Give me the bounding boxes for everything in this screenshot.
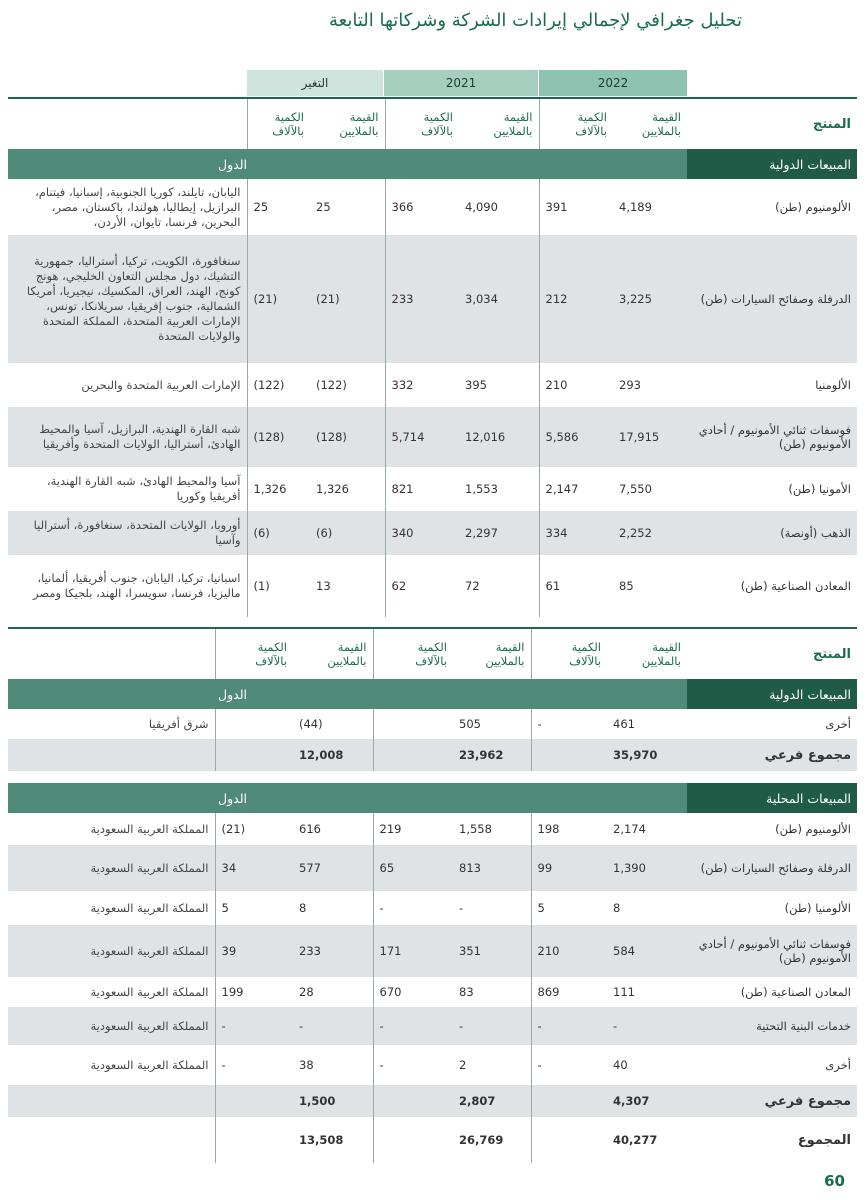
section-header-row (8, 149, 857, 179)
qty-2022: 869 (531, 977, 607, 1007)
table-row (8, 511, 857, 555)
qty-change: (128) (247, 407, 310, 467)
product-name: الذهب (أونصة) (687, 511, 857, 555)
change-header: التغير (247, 70, 383, 96)
column-header: الكمية بالآلاف (531, 628, 607, 679)
qty-2022: 210 (539, 363, 613, 407)
subtotal-label: مجموع فرعي (687, 1085, 857, 1117)
countries-cell: أوروبا، الولايات المتحدة، سنغافورة، أستراليا وآسيا (8, 511, 247, 555)
product-name: الأمونيا (طن) (788, 482, 851, 496)
value-2021: 12,016 (459, 407, 539, 467)
qty-2021: 332 (385, 363, 459, 407)
value-2021: 1,553 (465, 482, 498, 496)
qty-2021: - (373, 1045, 453, 1085)
value-2021: 2,297 (459, 511, 539, 555)
qty-2022: 2,147 (539, 467, 613, 511)
qty-change (215, 709, 293, 739)
countries-cell: المملكة العربية السعودية (90, 821, 209, 836)
countries-cell: الإمارات العربية المتحدة والبحرين (81, 377, 241, 392)
product-name: الدرفلة وصفائح السيارات (طن) (687, 235, 857, 363)
grand-total-change: 13,508 (299, 1133, 344, 1147)
qty-change: 25 (247, 179, 310, 235)
product-name: الألومنيوم (طن) (775, 200, 851, 214)
value-2021: 3,034 (459, 235, 539, 363)
value-2021: 83 (459, 985, 474, 999)
qty-2021: 65 (373, 845, 453, 891)
qty-2021: 171 (373, 925, 453, 977)
product-name: المعادن الصناعية (طن) (740, 579, 851, 593)
value-2022: 584 (607, 925, 687, 977)
value-change: 8 (299, 901, 307, 915)
value-2021: 505 (459, 717, 481, 731)
subtotal-2022: 4,307 (607, 1085, 687, 1117)
qty-change: - (215, 1007, 293, 1045)
value-change: (44) (299, 717, 323, 731)
qty-2022: 198 (531, 813, 607, 845)
countries-header: الدول (8, 679, 687, 709)
table-row (8, 709, 857, 739)
product-name: أخرى (825, 1058, 851, 1072)
subtotal-2021: 2,807 (453, 1085, 531, 1117)
product-name: خدمات البنية التحتية (687, 1007, 857, 1045)
value-2022: 7,550 (619, 482, 652, 496)
value-change: 577 (293, 845, 373, 891)
countries-cell: المملكة العربية السعودية (90, 1057, 209, 1072)
qty-2022: 210 (531, 925, 607, 977)
table-row (8, 1007, 857, 1045)
value-2022: 8 (613, 901, 621, 915)
qty-2022: 334 (539, 511, 613, 555)
value-change: (128) (310, 407, 385, 467)
product-column-header: المنتج (687, 98, 857, 149)
qty-change: 5 (215, 891, 293, 925)
value-2021: 1,558 (459, 822, 492, 836)
qty-change: (21) (215, 813, 293, 845)
subtotal-row (8, 739, 857, 771)
countries-header: الدول (8, 783, 687, 813)
qty-2022: - (531, 1007, 607, 1045)
subtotal-change: 12,008 (293, 739, 373, 771)
table-row (8, 407, 857, 467)
countries-cell: المملكة العربية السعودية (8, 925, 215, 977)
countries-cell: اليابان، تايلند، كوريا الجنوبية، إسبانيا، فيتنام، البرازيل، إيطاليا، هولندا، باكستان، مصر، البحرين، فرنسا، تايوان، الأردن، (35, 184, 241, 229)
value-2021: 4,090 (465, 200, 498, 214)
countries-cell: شبه القارة الهندية، البرازيل، آسيا والمحيط الهادئ، أستراليا، الولايات المتحدة وأفريقيا (8, 407, 247, 467)
section-title: المبيعات الدولية (687, 679, 857, 709)
year-2021-header: 2021 (384, 70, 538, 96)
grand-total-label: المجموع (797, 1132, 851, 1148)
qty-2021: 233 (385, 235, 459, 363)
value-2022: - (607, 1007, 687, 1045)
countries-cell: المملكة العربية السعودية (8, 1007, 215, 1045)
continued-sales-table (8, 627, 857, 1163)
product-column-header: المنتج (687, 628, 857, 679)
qty-change: 1,326 (247, 467, 310, 511)
column-header: الكمية بالآلاف (385, 98, 459, 149)
section-header-row (8, 679, 857, 709)
value-2022: 293 (619, 378, 641, 392)
value-2022: 111 (613, 985, 635, 999)
product-name: الألومنيا (815, 378, 851, 392)
qty-2021: 670 (373, 977, 453, 1007)
subtotal-2022: 35,970 (607, 739, 687, 771)
countries-cell: اسبانيا، تركيا، اليابان، جنوب أفريقيا، ألمانيا، ماليزيا، فرنسا، سويسرا، الهند، بلجيكا ومصر (33, 571, 241, 600)
value-2021: 351 (453, 925, 531, 977)
value-change: 233 (293, 925, 373, 977)
value-2021: 72 (465, 579, 480, 593)
year-2022-header: 2022 (539, 70, 687, 96)
section-title: المبيعات المحلية (687, 783, 857, 813)
product-name: أخرى (825, 717, 851, 731)
qty-2022: - (531, 709, 607, 739)
table-row (8, 1045, 857, 1085)
value-change: 25 (316, 200, 331, 214)
qty-change: (122) (247, 363, 310, 407)
qty-2021: - (373, 1007, 453, 1045)
value-2022: 40 (613, 1058, 628, 1072)
qty-2022: 212 (539, 235, 613, 363)
value-2021: 813 (453, 845, 531, 891)
qty-change: - (215, 1045, 293, 1085)
qty-2021: 5,714 (385, 407, 459, 467)
section-header-row (8, 783, 857, 813)
value-change: 13 (316, 579, 331, 593)
qty-2022: - (531, 1045, 607, 1085)
column-header: الكمية بالآلاف (373, 628, 453, 679)
qty-2022: 391 (539, 179, 613, 235)
value-2021: - (459, 901, 464, 915)
qty-2022: 5 (531, 891, 607, 925)
value-2021: 2 (459, 1058, 467, 1072)
product-name: المعادن الصناعية (طن) (740, 985, 851, 999)
product-name: الألومنيوم (طن) (775, 822, 851, 836)
countries-cell: المملكة العربية السعودية (90, 984, 209, 999)
subtotal-2021: 23,962 (453, 739, 531, 771)
qty-2021: 366 (385, 179, 459, 235)
table-row (8, 467, 857, 511)
table-row (8, 363, 857, 407)
value-change: 616 (299, 822, 321, 836)
qty-2021: 821 (385, 467, 459, 511)
countries-cell: سنغافورة، الكويت، تركيا، أستراليا، جمهورية التشيك، دول مجلس التعاون الخليجي، هونج كونج، الهند، العراق، المكسيك، نيجيريا، أمريكا الشمالية، جنوب إفريقيا، سريلانكا، تونس، الإمارات العربية المتحدة، المملكة المتحدة والولايات المتحدة (8, 235, 247, 363)
column-header: القيمة بالملايين (453, 628, 531, 679)
product-name: الدرفلة وصفائح السيارات (طن) (687, 845, 857, 891)
qty-2021: 340 (385, 511, 459, 555)
value-2022: 4,189 (619, 200, 652, 214)
value-change: 1,326 (316, 482, 349, 496)
column-header: القيمة بالملايين (607, 628, 687, 679)
qty-2021 (373, 709, 453, 739)
column-header: الكمية بالآلاف (539, 98, 613, 149)
value-change: 28 (299, 985, 314, 999)
international-sales-table (8, 97, 857, 617)
product-name: الألومنيا (طن) (784, 901, 851, 915)
column-header: الكمية بالآلاف (247, 98, 310, 149)
value-2022: 17,915 (613, 407, 687, 467)
table-row (8, 845, 857, 891)
product-name: فوسفات ثنائي الأمونيوم / أحادي الأمونيوم (طن) (687, 925, 857, 977)
value-2022: 2,252 (613, 511, 687, 555)
qty-2022: 99 (531, 845, 607, 891)
qty-change: (6) (247, 511, 310, 555)
table-header-row (8, 628, 857, 679)
value-2021: - (453, 1007, 531, 1045)
qty-2021: 62 (385, 555, 459, 617)
subtotal-change: 1,500 (293, 1085, 373, 1117)
qty-change: 34 (215, 845, 293, 891)
value-change: (122) (316, 378, 347, 392)
column-header: القيمة بالملايين (310, 98, 385, 149)
grand-total-2022: 40,277 (613, 1133, 658, 1147)
qty-2022: 61 (539, 555, 613, 617)
countries-cell: المملكة العربية السعودية (8, 845, 215, 891)
countries-cell: شرق أفريقيا (148, 716, 209, 731)
product-name: فوسفات ثنائي الأمونيوم / أحادي الأمونيوم (طن) (687, 407, 857, 467)
qty-2021: 219 (373, 813, 453, 845)
table-row (8, 891, 857, 925)
table-row (8, 813, 857, 845)
countries-cell: آسيا والمحيط الهادئ، شبه القارة الهندية، أفريقيا وكوريا (46, 474, 241, 503)
qty-2021: - (373, 891, 453, 925)
grand-total-2021: 26,769 (459, 1133, 504, 1147)
column-header: الكمية بالآلاف (215, 628, 293, 679)
value-2021: 395 (465, 378, 487, 392)
column-header: القيمة بالملايين (459, 98, 539, 149)
table-header-row (8, 98, 857, 149)
value-change: 38 (299, 1058, 314, 1072)
table-row (8, 977, 857, 1007)
countries-cell: المملكة العربية السعودية (90, 900, 209, 915)
grand-total-row (8, 1117, 857, 1163)
value-change: (21) (310, 235, 385, 363)
table-row (8, 179, 857, 235)
subtotal-label: مجموع فرعي (687, 739, 857, 771)
section-title: المبيعات الدولية (687, 149, 857, 179)
countries-header: الدول (8, 149, 687, 179)
table-row (8, 925, 857, 977)
value-2022: 3,225 (613, 235, 687, 363)
column-header: القيمة بالملايين (293, 628, 373, 679)
value-change: - (293, 1007, 373, 1045)
subtotal-row (8, 1085, 857, 1117)
column-header: القيمة بالملايين (613, 98, 687, 149)
page-number: 60 (824, 1172, 845, 1190)
table-row (8, 235, 857, 363)
value-2022: 1,390 (607, 845, 687, 891)
value-2022: 2,174 (613, 822, 646, 836)
value-change: (6) (310, 511, 385, 555)
value-2022: 85 (619, 579, 634, 593)
qty-change: 199 (215, 977, 293, 1007)
qty-change: (1) (247, 555, 310, 617)
table-row (8, 555, 857, 617)
value-2022: 461 (613, 717, 635, 731)
qty-2022: 5,586 (539, 407, 613, 467)
qty-change: (21) (247, 235, 310, 363)
page-title: تحليل جغرافي لإجمالي إيرادات الشركة وشركاتها التابعة (329, 10, 742, 31)
qty-change: 39 (215, 925, 293, 977)
